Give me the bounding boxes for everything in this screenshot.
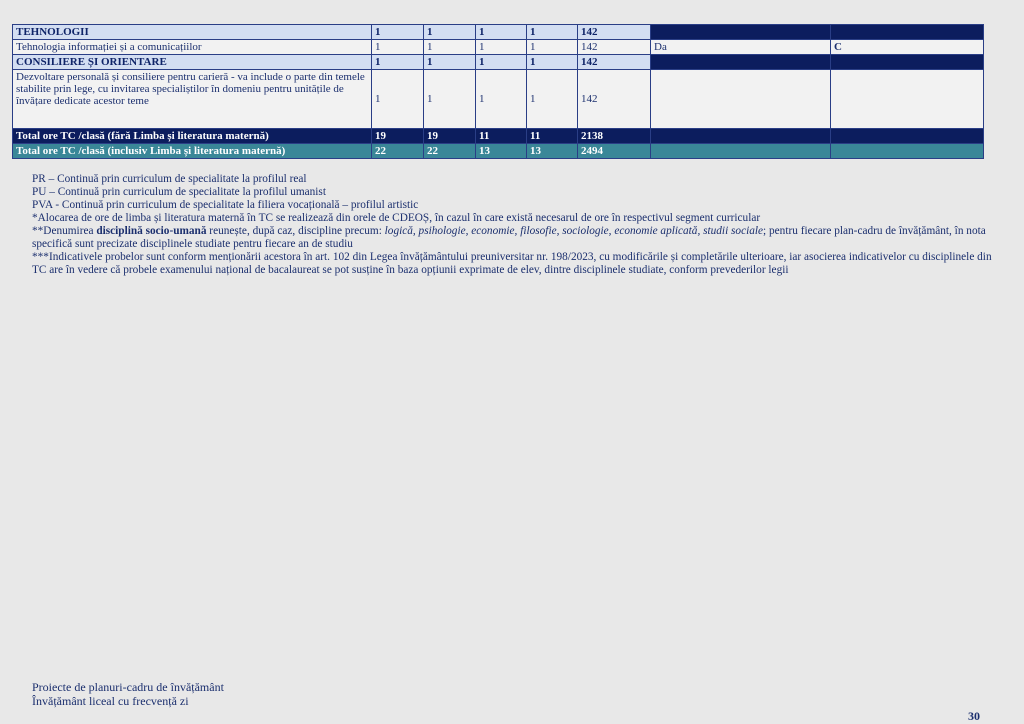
row-value-2: 1 — [424, 55, 476, 70]
row-extra-2 — [831, 129, 984, 144]
row-total: 2494 — [578, 144, 651, 159]
row-value-3: 13 — [476, 144, 527, 159]
row-value-2: 1 — [424, 40, 476, 55]
table-row-tic — [13, 40, 984, 55]
curriculum-table — [12, 24, 984, 159]
row-value-1: 1 — [372, 55, 424, 70]
row-value-2: 19 — [424, 129, 476, 144]
row-value-3: 1 — [476, 40, 527, 55]
note-text: reunește, după caz, discipline precum: — [206, 225, 385, 237]
note-pr: PR – Continuă prin curriculum de specialitate la profilul real — [32, 173, 307, 185]
row-value-2: 1 — [424, 25, 476, 40]
row-value-1: 1 — [372, 70, 424, 129]
row-extra-1 — [651, 144, 831, 159]
row-name: Total ore TC /clasă (fără Limba și literatura maternă) — [13, 129, 372, 144]
row-total: 2138 — [578, 129, 651, 144]
row-name: CONSILIERE ȘI ORIENTARE — [13, 55, 372, 70]
table-row-dezvoltare — [13, 70, 984, 129]
row-extra-2 — [831, 55, 984, 70]
row-name: Tehnologia informației și a comunicațiilor — [13, 40, 372, 55]
table-row-tehnologii — [13, 25, 984, 40]
row-total: 142 — [578, 25, 651, 40]
row-value-1: 1 — [372, 40, 424, 55]
note-text: ; pentru fiecare plan-cadru de învățământ, în nota specifică sunt precizate disciplinele studiate pentru fiecare an de studiu — [32, 225, 986, 250]
note-pva: PVA - Continuă prin curriculum de specialitate la filiera vocațională – profilul artistic — [32, 199, 419, 211]
row-extra-2 — [831, 25, 984, 40]
row-extra-2 — [831, 144, 984, 159]
row-total: 142 — [578, 55, 651, 70]
row-value-1: 19 — [372, 129, 424, 144]
table-row-total-inclusiv-materna — [13, 144, 984, 159]
row-extra-1 — [651, 70, 831, 129]
row-value-1: 22 — [372, 144, 424, 159]
row-value-4: 11 — [527, 129, 578, 144]
row-value-1: 1 — [372, 25, 424, 40]
row-value-4: 1 — [527, 40, 578, 55]
row-name: Total ore TC /clasă (inclusiv Limba și literatura maternă) — [13, 144, 372, 159]
row-extra-1 — [651, 25, 831, 40]
row-value-3: 1 — [476, 70, 527, 129]
row-value-2: 1 — [424, 70, 476, 129]
row-extra-1: Da — [651, 40, 831, 55]
table-row-total-fara-materna — [13, 129, 984, 144]
row-value-4: 1 — [527, 70, 578, 129]
row-total: 142 — [578, 70, 651, 129]
footnotes — [32, 173, 1002, 277]
row-value-3: 1 — [476, 25, 527, 40]
row-total: 142 — [578, 40, 651, 55]
row-value-2: 22 — [424, 144, 476, 159]
row-value-3: 1 — [476, 55, 527, 70]
note-alocare: *Alocarea de ore de limba și literatura maternă în TC se realizează din orele de CDEOȘ, în cazul în care există necesarul de ore în respectivul segment curricular — [32, 212, 761, 224]
row-extra-2: C — [831, 40, 984, 55]
row-value-4: 13 — [527, 144, 578, 159]
note-text: **Denumirea — [32, 225, 97, 237]
row-value-3: 11 — [476, 129, 527, 144]
note-bold-term: disciplină socio-umană — [96, 225, 207, 237]
note-italic-list: logică, psihologie, economie, filosofie, sociologie, economie aplicată, studii sociale — [384, 225, 764, 237]
note-indicative: ***Indicativele probelor sunt conform menționării acestora în art. 102 din Legea învățământului preuniversitar nr. 198/2023, cu modificările și completările ulterioare, iar asocierea indicativelor cu disciplinele din TC are în vedere că probele examenului național de bacalaureat se pot susține în baza opțiunii exprimate de elev, dintre disciplinele studiate, conform prevederilor legii — [32, 251, 992, 276]
row-extra-2 — [831, 70, 984, 129]
note-pu: PU – Continuă prin curriculum de specialitate la profilul umanist — [32, 186, 326, 198]
table-row-consiliere — [13, 55, 984, 70]
row-name: Dezvoltare personală și consiliere pentru carieră - va include o parte din temele stabilite prin lege, cu invitarea specialiștilor în domeniu pentru unitățile de învățare dedicate acestor teme — [13, 70, 372, 129]
footer-line-2: Învățământ liceal cu frecvență zi — [32, 694, 189, 708]
row-extra-1 — [651, 55, 831, 70]
row-name: TEHNOLOGII — [13, 25, 372, 40]
row-value-4: 1 — [527, 55, 578, 70]
note-socio-umana — [32, 225, 1002, 251]
row-value-4: 1 — [527, 25, 578, 40]
footer-line-1: Proiecte de planuri-cadru de învățământ — [32, 680, 224, 694]
page-footer — [32, 680, 224, 708]
page-number: 30 — [968, 709, 980, 723]
row-extra-1 — [651, 129, 831, 144]
